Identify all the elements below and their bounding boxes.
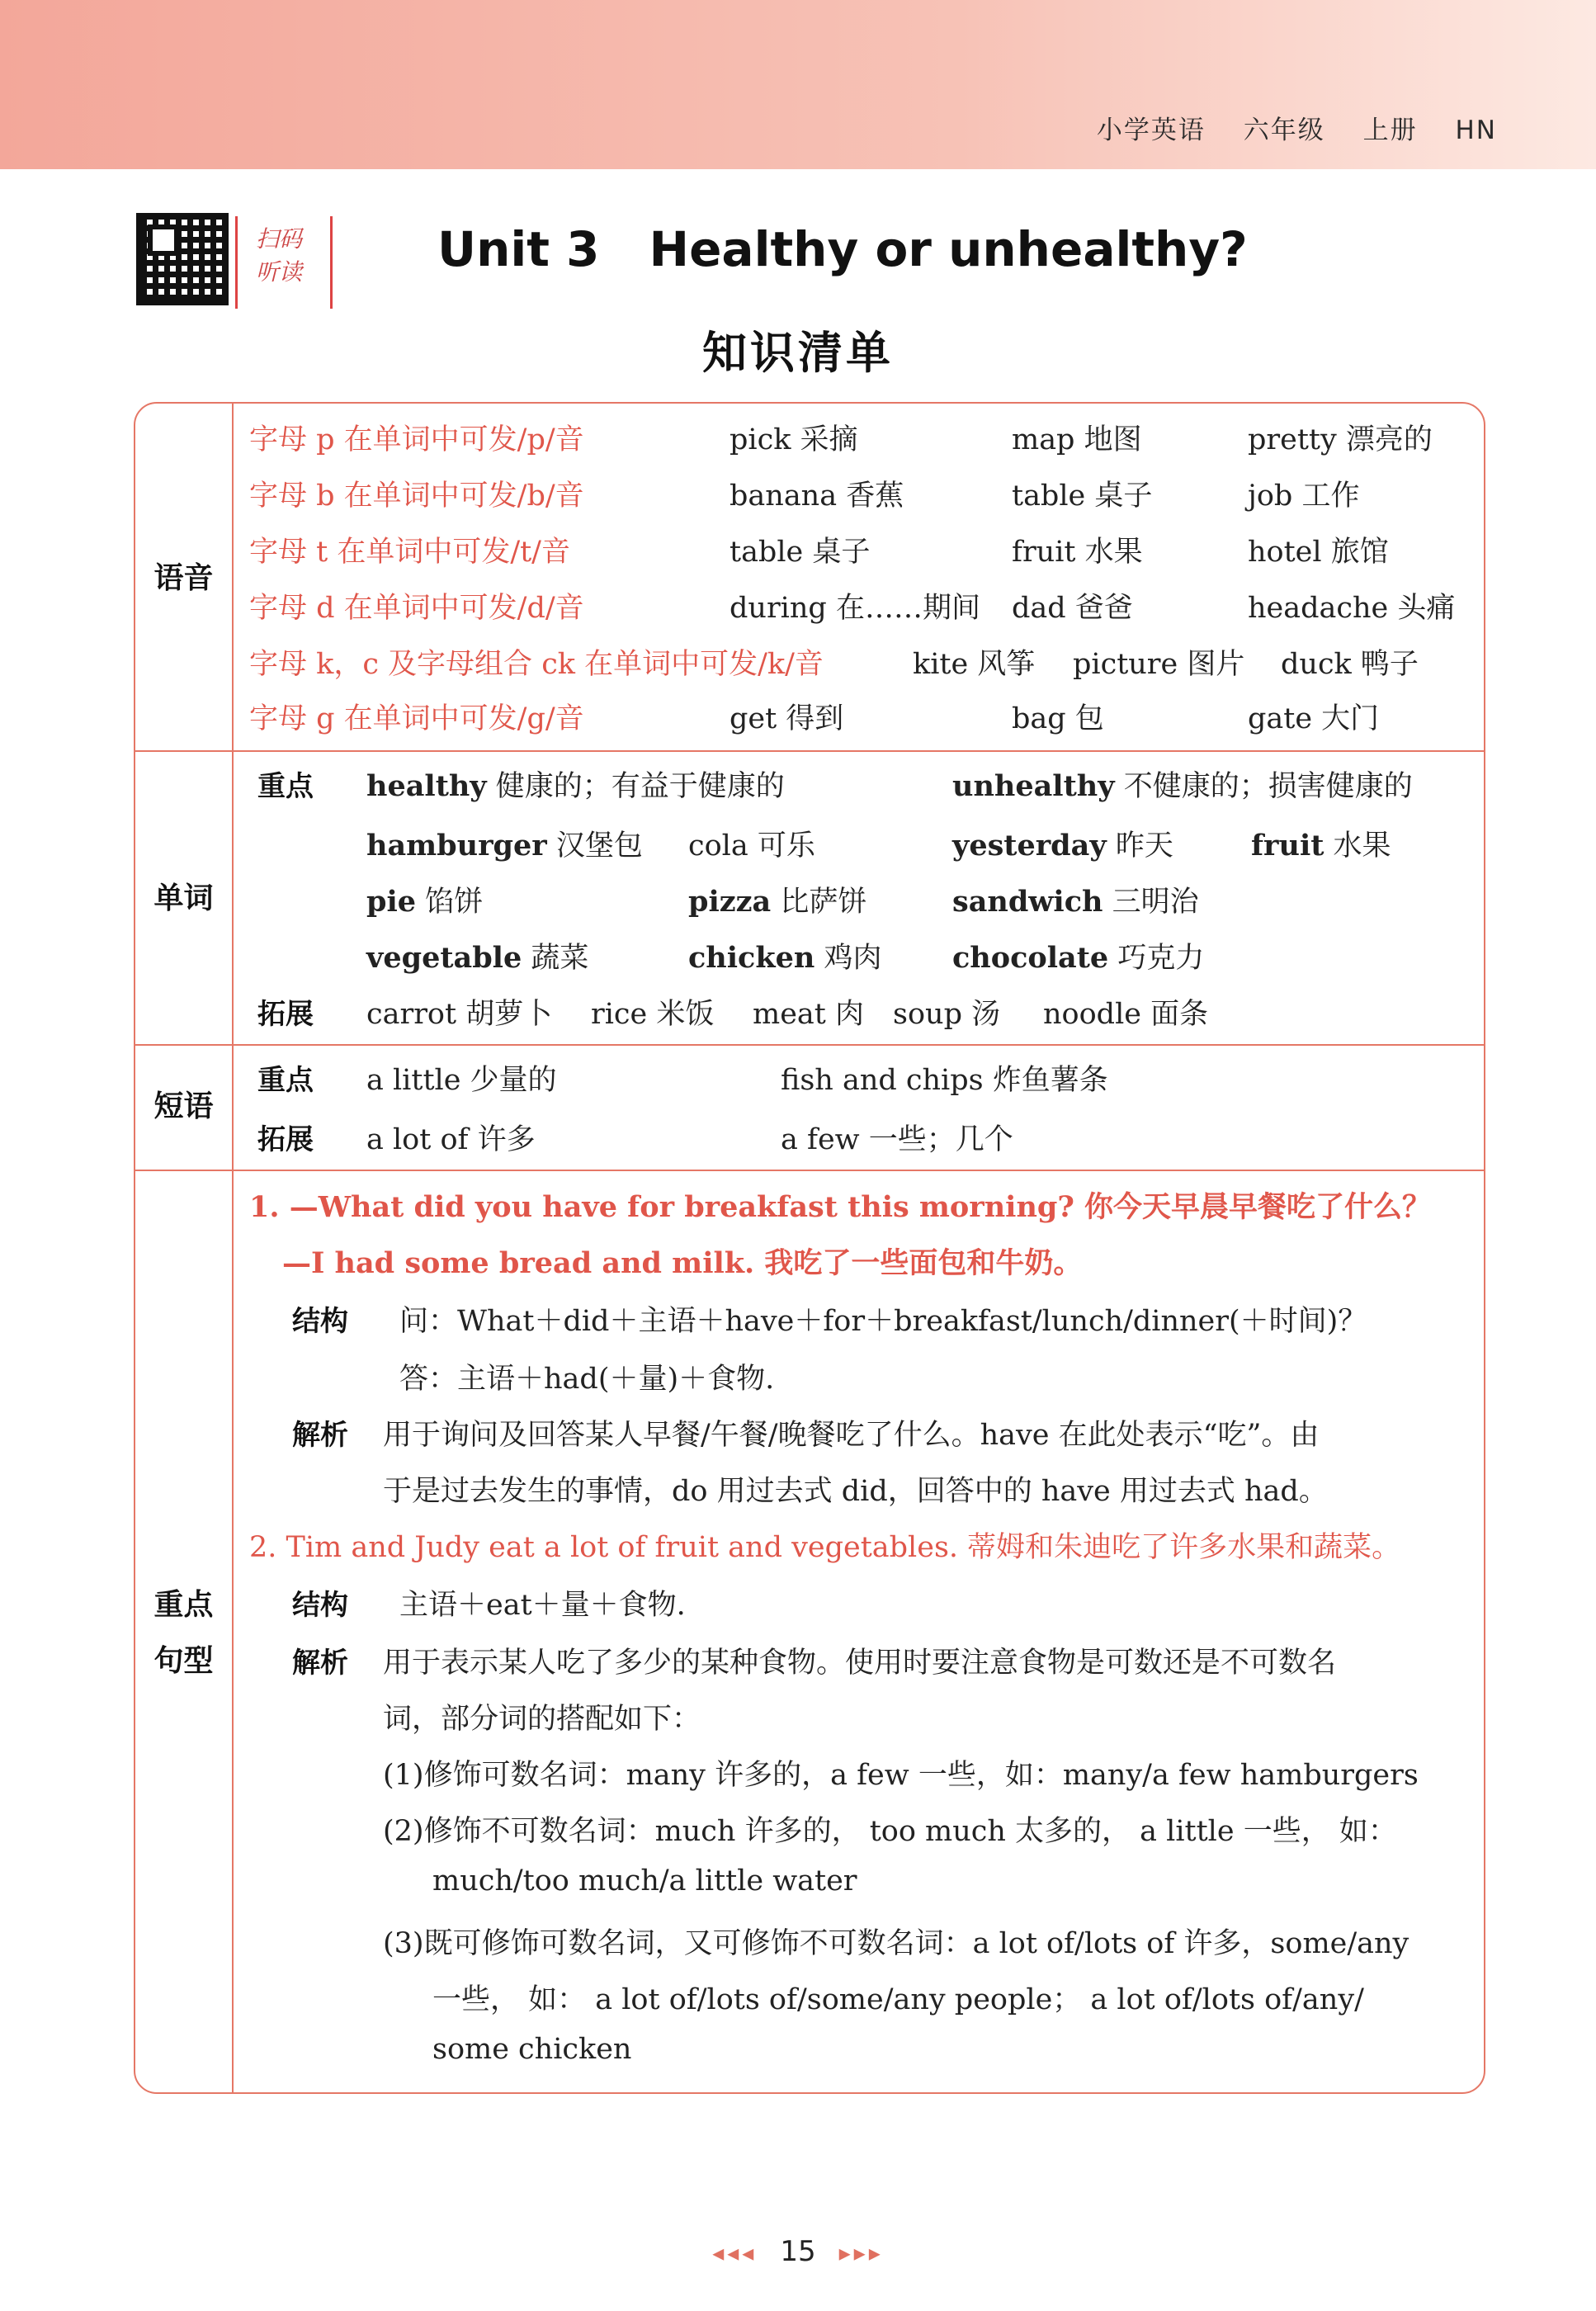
vocab-meaning: 昨天 xyxy=(1115,829,1173,862)
note-item: (2)修饰不可数名词：much 许多的， too much 太多的， a little 一些， 如： xyxy=(383,1815,1397,1848)
unit-number: Unit 3 xyxy=(437,221,600,277)
scan-label-line-2: 听读 xyxy=(256,258,303,286)
phrase: a few 一些；几个 xyxy=(781,1123,1013,1156)
phonics-word: map 地图 xyxy=(1012,423,1142,456)
vocab-meaning: 三明治 xyxy=(1112,886,1199,919)
ext-word: rice 米饭 xyxy=(591,998,715,1031)
sentences-label-line-2: 句型 xyxy=(153,1644,214,1678)
series-label xyxy=(1069,109,1497,146)
next-arrows-icon: ▸▸▸ xyxy=(838,2239,884,2266)
phonics-word: bag 包 xyxy=(1012,702,1104,735)
ext-word: noodle 面条 xyxy=(1043,998,1209,1031)
edition-label: HN xyxy=(1455,116,1497,145)
vocab-meaning: 可乐 xyxy=(757,829,815,862)
page-number: 15 xyxy=(780,2235,816,2268)
extension-tag: 拓展 xyxy=(257,998,314,1031)
analysis-text: 用于表示某人吃了多少的某种食物。使用时要注意食物是可数还是不可数名 xyxy=(383,1647,1337,1680)
sentence-example: 2. Tim and Judy eat a lot of fruit and vegetables. 蒂姆和朱迪吃了许多水果和蔬菜。 xyxy=(249,1531,1401,1564)
ext-word: soup 汤 xyxy=(893,998,1001,1031)
row-divider xyxy=(135,1044,1484,1046)
vocab-meaning: 汉堡包 xyxy=(555,829,643,862)
phonics-rule: 字母 p 在单词中可发/p/音 xyxy=(249,423,584,456)
phonics-word: pretty 漂亮的 xyxy=(1248,423,1433,456)
sentences-label xyxy=(135,1577,232,1690)
vocab-meaning: 不健康的；损害健康的 xyxy=(1123,770,1413,803)
note-item: (1)修饰可数名词：many 许多的，a few 一些，如：many/a few hamburgers xyxy=(383,1759,1419,1792)
phonics-word: fruit 水果 xyxy=(1012,536,1143,569)
key-tag: 重点 xyxy=(257,1064,314,1097)
vocab-word: hamburger xyxy=(366,829,547,862)
structure-text: 问：What＋did＋主语＋have＋for＋breakfast/lunch/dinner(＋时间)？ xyxy=(399,1305,1367,1338)
phrase: fish and chips 炸鱼薯条 xyxy=(781,1064,1108,1097)
analysis-tag: 解析 xyxy=(292,1419,348,1452)
analysis-text: 词，部分词的搭配如下： xyxy=(383,1703,701,1736)
structure-tag: 结构 xyxy=(292,1305,348,1338)
note-item: (3)既可修饰可数名词，又可修饰不可数名词：a lot of/lots of 许多，some/any xyxy=(383,1927,1409,1960)
qr-code-icon[interactable] xyxy=(136,213,229,305)
phonics-word: headache 头痛 xyxy=(1248,592,1456,625)
subject-label: 小学英语 xyxy=(1096,116,1206,145)
ext-word: meat 肉 xyxy=(753,998,864,1031)
page-footer xyxy=(0,2235,1596,2268)
vocab-word: vegetable xyxy=(366,941,522,975)
structure-tag: 结构 xyxy=(292,1589,348,1622)
phonics-word: during 在……期间 xyxy=(730,592,980,625)
column-divider xyxy=(232,404,234,2092)
analysis-tag: 解析 xyxy=(292,1647,348,1680)
vocab-meaning: 馅饼 xyxy=(425,886,484,919)
pronunciation-label: 语音 xyxy=(153,561,214,595)
prev-arrows-icon: ◂◂◂ xyxy=(712,2239,758,2266)
phonics-word: gate 大门 xyxy=(1248,702,1380,735)
phonics-word: kite 风筝 xyxy=(913,648,1036,681)
grade-label: 六年级 xyxy=(1243,116,1325,145)
vocab-word: chicken xyxy=(688,941,815,975)
scan-label-line-1: 扫码 xyxy=(256,225,303,253)
knowledge-table xyxy=(134,402,1485,2094)
section-title: 知识清单 xyxy=(702,327,894,379)
vocab-meaning: 水果 xyxy=(1333,829,1391,862)
vocab-word: yesterday xyxy=(952,829,1107,862)
phrase: a lot of 许多 xyxy=(366,1123,536,1156)
phrase: a little 少量的 xyxy=(366,1064,557,1097)
vocab-word: sandwich xyxy=(952,885,1103,919)
row-divider xyxy=(135,750,1484,752)
vocab-meaning: 巧克力 xyxy=(1117,942,1205,975)
vocab-word: cola xyxy=(688,829,748,862)
vocab-word: unhealthy xyxy=(952,769,1115,803)
phonics-rule: 字母 b 在单词中可发/b/音 xyxy=(249,480,584,513)
ext-word: carrot 胡萝卜 xyxy=(366,998,553,1031)
volume-label: 上册 xyxy=(1362,116,1418,145)
phonics-word: job 工作 xyxy=(1248,480,1360,513)
note-item-continued: some chicken xyxy=(432,2033,632,2066)
structure-text: 主语＋eat＋量＋食物. xyxy=(399,1589,686,1622)
phonics-rule: 字母 g 在单词中可发/g/音 xyxy=(249,702,584,735)
note-item-continued: much/too much/a little water xyxy=(432,1864,857,1897)
vocab-word: pizza xyxy=(688,885,772,919)
vocab-word: healthy xyxy=(366,769,487,803)
phonics-word: table 桌子 xyxy=(730,536,871,569)
vocab-meaning: 蔬菜 xyxy=(531,942,589,975)
phonics-word: banana 香蕉 xyxy=(730,480,904,513)
vocab-meaning: 比萨饼 xyxy=(780,886,867,919)
scan-to-listen-label xyxy=(235,216,333,309)
vocab-meaning: 健康的；有益于健康的 xyxy=(495,770,785,803)
phonics-word: table 桌子 xyxy=(1012,480,1153,513)
extension-tag: 拓展 xyxy=(257,1123,314,1156)
phrases-label: 短语 xyxy=(153,1089,214,1123)
phonics-rule: 字母 k，c 及字母组合 ck 在单词中可发/k/音 xyxy=(249,648,824,681)
vocab-meaning: 鸡肉 xyxy=(824,942,882,975)
note-item-continued: 一些， 如： a lot of/lots of/some/any people； a lot of/lots of/any/ xyxy=(432,1983,1364,2016)
vocab-word: fruit xyxy=(1251,829,1324,862)
sentences-label-line-1: 重点 xyxy=(153,1588,214,1622)
row-divider xyxy=(135,1170,1484,1171)
phonics-rule: 字母 d 在单词中可发/d/音 xyxy=(249,592,584,625)
vocab-word: pie xyxy=(366,885,417,919)
structure-text: 答：主语＋had(＋量)＋食物. xyxy=(399,1363,775,1396)
unit-name: Healthy or unhealthy? xyxy=(649,221,1248,277)
phonics-word: get 得到 xyxy=(730,702,844,735)
phonics-rule: 字母 t 在单词中可发/t/音 xyxy=(249,536,570,569)
phonics-word: picture 图片 xyxy=(1073,648,1245,681)
phonics-word: hotel 旅馆 xyxy=(1248,536,1389,569)
vocab-word: chocolate xyxy=(952,941,1109,975)
vocabulary-label: 单词 xyxy=(153,881,214,915)
key-tag: 重点 xyxy=(257,770,314,803)
analysis-text: 用于询问及回答某人早餐/午餐/晚餐吃了什么。have 在此处表示“吃”。由 xyxy=(383,1419,1320,1452)
analysis-text: 于是过去发生的事情，do 用过去式 did，回答中的 have 用过去式 had。 xyxy=(383,1475,1328,1508)
sentence-question: 1. —What did you have for breakfast this morning? 你今天早晨早餐吃了什么？ xyxy=(249,1190,1432,1224)
phonics-word: dad 爸爸 xyxy=(1012,592,1133,625)
unit-title xyxy=(437,221,1248,277)
sentence-answer: —I had some bread and milk. 我吃了一些面包和牛奶。 xyxy=(282,1246,1083,1280)
phonics-word: pick 采摘 xyxy=(730,423,858,456)
phonics-word: duck 鸭子 xyxy=(1281,648,1419,681)
